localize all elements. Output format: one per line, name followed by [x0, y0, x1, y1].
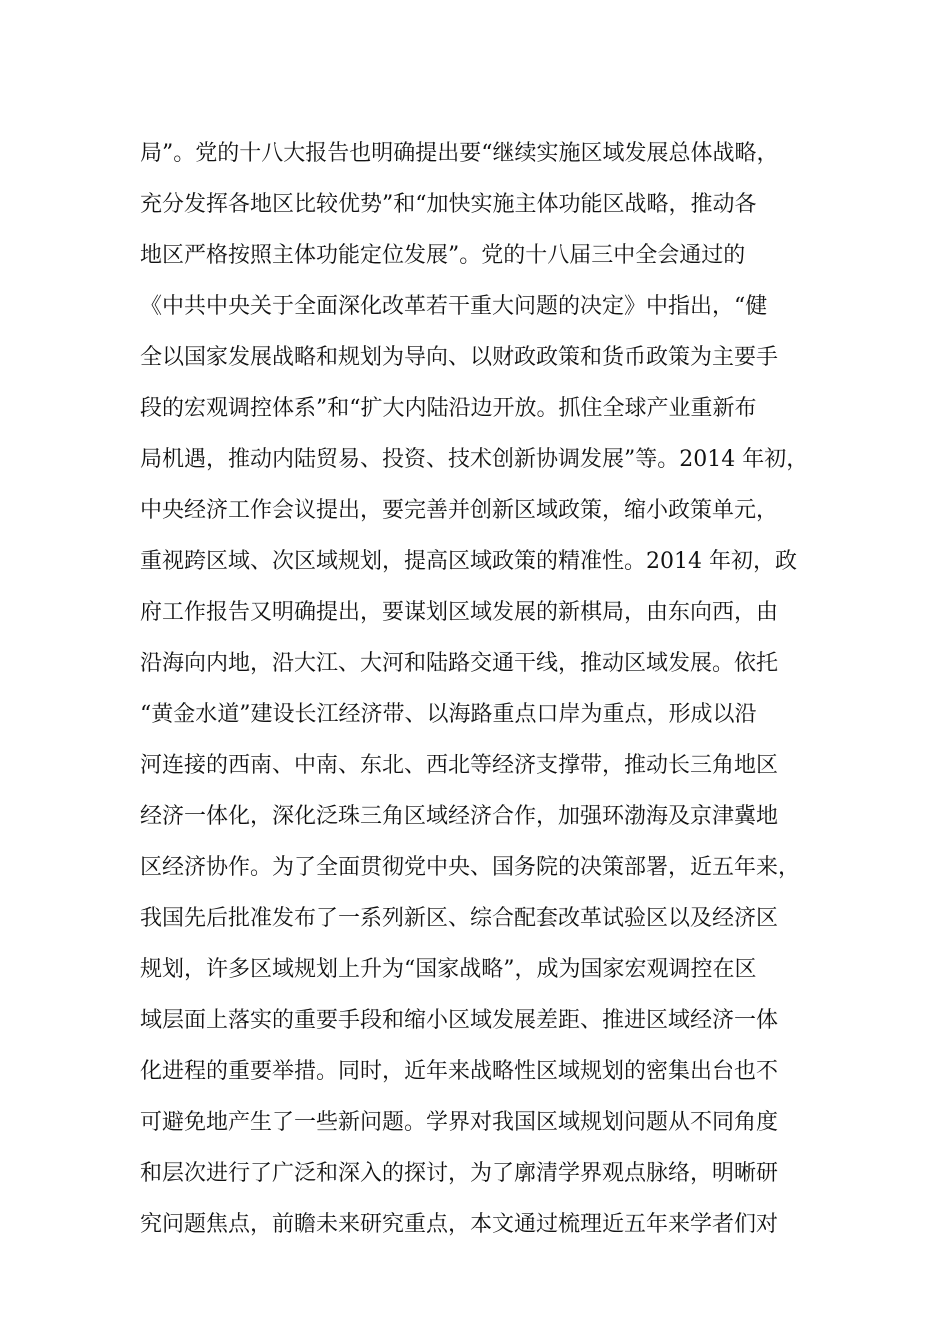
text-line: 《中共中央关于全面深化改革若干重大问题的决定》中指出，“健	[140, 294, 768, 319]
text-line: 地区严格按照主体功能定位发展”。党的十八届三中全会通过的	[140, 243, 746, 268]
text-line: 沿海向内地，沿大江、大河和陆路交通干线，推动区域发展。依托	[140, 651, 779, 676]
text-line: 可避免地产生了一些新问题。学界对我国区域规划问题从不同角度	[140, 1110, 779, 1135]
text-line: 究问题焦点，前瞻未来研究重点，本文通过梳理近五年来学者们对	[140, 1212, 779, 1237]
text-line: 我国先后批准发布了一系列新区、综合配套改革试验区以及经济区	[140, 906, 779, 931]
text-line: 局机遇，推动内陆贸易、投资、技术创新协调发展”等。2014 年初，	[140, 447, 809, 472]
text-line: 段的宏观调控体系”和“扩大内陆沿边开放。抓住全球产业重新布	[140, 396, 757, 421]
text-line: 河连接的西南、中南、东北、西北等经济支撑带，推动长三角地区	[140, 753, 779, 778]
text-line: 化进程的重要举措。同时，近年来战略性区域规划的密集出台也不	[140, 1059, 779, 1084]
text-line: 全以国家发展战略和规划为导向、以财政政策和货币政策为主要手	[140, 345, 779, 370]
text-line: 中央经济工作会议提出，要完善并创新区域政策，缩小政策单元，	[140, 498, 779, 523]
text-line: 规划，许多区域规划上升为“国家战略”，成为国家宏观调控在区	[140, 957, 757, 982]
text-line: 重视跨区域、次区域规划，提高区域政策的精准性。2014 年初，政	[140, 549, 797, 574]
text-line: 府工作报告又明确提出，要谋划区域发展的新棋局，由东向西，由	[140, 600, 779, 625]
text-line: 局”。党的十八大报告也明确提出要“继续实施区域发展总体战略，	[140, 141, 779, 166]
text-line: 和层次进行了广泛和深入的探讨，为了廓清学界观点脉络，明晰研	[140, 1161, 779, 1186]
text-line: “黄金水道”建设长江经济带、以海路重点口岸为重点，形成以沿	[140, 702, 757, 727]
text-line: 充分发挥各地区比较优势”和“加快实施主体功能区战略，推动各	[140, 192, 757, 217]
text-line: 区经济协作。为了全面贯彻党中央、国务院的决策部署，近五年来，	[140, 855, 801, 880]
text-line: 经济一体化，深化泛珠三角区域经济合作，加强环渤海及京津冀地	[140, 804, 779, 829]
body-paragraph	[140, 128, 840, 1250]
text-line: 域层面上落实的重要手段和缩小区域发展差距、推进区域经济一体	[140, 1008, 779, 1033]
